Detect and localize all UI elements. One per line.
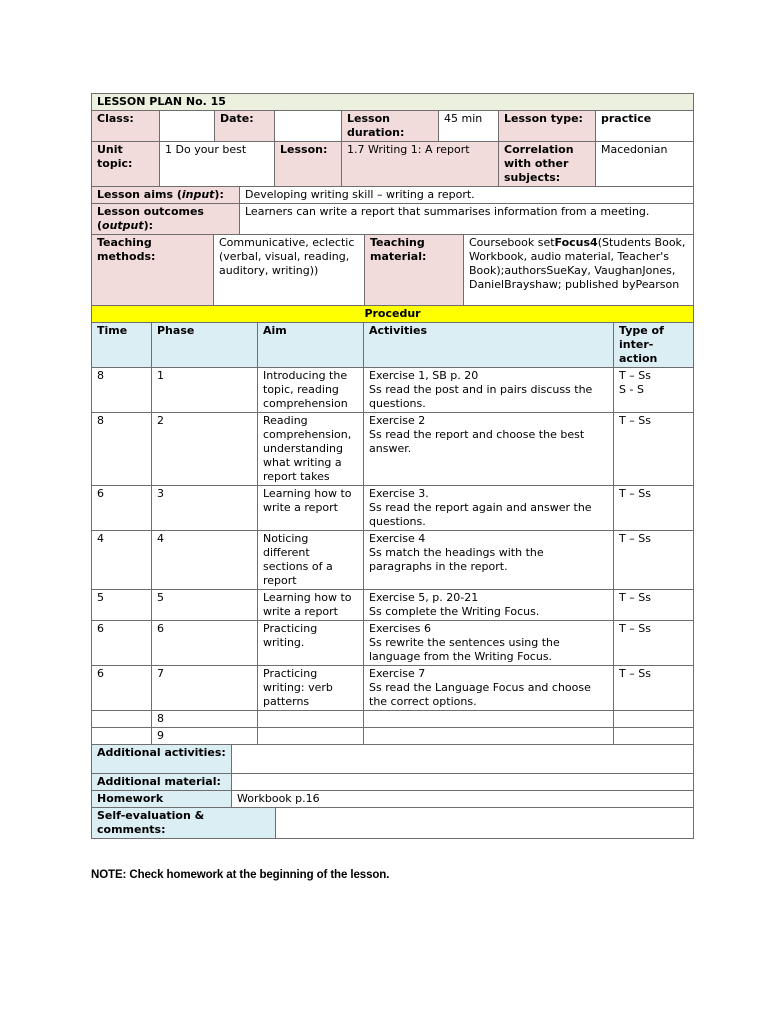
duration-label: Lesson duration: bbox=[342, 111, 439, 142]
interaction-type-cell bbox=[614, 666, 694, 711]
phase-cell: 7 bbox=[152, 666, 258, 711]
activity-description: Ss match the headings with the paragraphs in the report. bbox=[369, 546, 544, 573]
activity-description: Ss read the report again and answer the questions. bbox=[369, 501, 592, 528]
class-label: Class: bbox=[92, 111, 160, 142]
phase-cell: 2 bbox=[152, 413, 258, 486]
table-row bbox=[92, 531, 694, 590]
aim-cell: Reading comprehension, understanding what writing a report takes bbox=[258, 413, 364, 486]
activities-cell bbox=[364, 486, 614, 531]
activity-title: Exercise 7 bbox=[369, 667, 426, 680]
interaction-type: T – Ss bbox=[619, 414, 651, 427]
time-cell: 5 bbox=[92, 590, 152, 621]
aim-header: Aim bbox=[258, 323, 364, 368]
interaction-type: T – Ss bbox=[619, 622, 651, 635]
lesson-plan-title: LESSON PLAN No. 15 bbox=[92, 94, 694, 111]
table-row bbox=[92, 590, 694, 621]
interaction-type-cell bbox=[614, 711, 694, 728]
activity-title: Exercises 6 bbox=[369, 622, 431, 635]
interaction-type: T – Ss bbox=[619, 667, 651, 680]
aim-cell bbox=[258, 728, 364, 745]
lesson-aims-table bbox=[91, 186, 694, 235]
homework-note: NOTE: Check homework at the beginning of the lesson. bbox=[91, 869, 390, 881]
correlation-label: Correlation with other subjects: bbox=[499, 142, 596, 187]
interaction-type-cell bbox=[614, 486, 694, 531]
activity-title: Exercise 2 bbox=[369, 414, 426, 427]
interaction-type-cell bbox=[614, 531, 694, 590]
activity-title: Exercise 3. bbox=[369, 487, 429, 500]
aim-cell: Practicing writing: verb patterns bbox=[258, 666, 364, 711]
interaction-type-cell bbox=[614, 728, 694, 745]
lesson-outcomes-value: Learners can write a report that summarises information from a meeting. bbox=[240, 204, 694, 235]
table-row bbox=[92, 368, 694, 413]
teaching-material-value: Coursebook setFocus4(Students Book, Workbook, audio material, Teacher's Book);authorsSueKay, VaughanJones, DanielBrayshaw; published byPearson bbox=[464, 235, 694, 306]
time-cell: 6 bbox=[92, 486, 152, 531]
table-row bbox=[92, 728, 694, 745]
lesson-info-table bbox=[91, 93, 694, 187]
phase-cell: 6 bbox=[152, 621, 258, 666]
interaction-type-secondary: S - S bbox=[619, 383, 644, 396]
table-row bbox=[92, 711, 694, 728]
duration-value: 45 min bbox=[439, 111, 499, 142]
activity-title: Exercise 5, p. 20-21 bbox=[369, 591, 479, 604]
homework-label: Homework bbox=[92, 791, 232, 808]
phase-header: Phase bbox=[152, 323, 258, 368]
time-cell: 4 bbox=[92, 531, 152, 590]
lesson-type-label: Lesson type: bbox=[499, 111, 596, 142]
aim-cell: Practicing writing. bbox=[258, 621, 364, 666]
homework-value: Workbook p.16 bbox=[232, 791, 694, 808]
phase-cell: 3 bbox=[152, 486, 258, 531]
activity-title: Exercise 1, SB p. 20 bbox=[369, 369, 479, 382]
date-label: Date: bbox=[215, 111, 275, 142]
aim-cell: Noticing different sections of a report bbox=[258, 531, 364, 590]
time-cell: 8 bbox=[92, 413, 152, 486]
date-field[interactable] bbox=[275, 111, 342, 142]
teaching-methods-label: Teaching methods: bbox=[92, 235, 214, 306]
interaction-type: T – Ss bbox=[619, 532, 651, 545]
activities-header: Activities bbox=[364, 323, 614, 368]
time-cell bbox=[92, 728, 152, 745]
phase-cell: 4 bbox=[152, 531, 258, 590]
additional-material-field[interactable] bbox=[232, 774, 694, 791]
aim-cell: Learning how to write a report bbox=[258, 486, 364, 531]
activity-description: Ss rewrite the sentences using the language from the Writing Focus. bbox=[369, 636, 560, 663]
teaching-material-label: Teaching material: bbox=[365, 235, 464, 306]
interaction-type-cell bbox=[614, 413, 694, 486]
activity-description: Ss read the report and choose the best answer. bbox=[369, 428, 585, 455]
additional-info-table bbox=[91, 744, 694, 839]
teaching-methods-value: Communicative, eclectic (verbal, visual, reading, auditory, writing)) bbox=[214, 235, 365, 306]
time-cell bbox=[92, 711, 152, 728]
table-row bbox=[92, 621, 694, 666]
unit-topic-label: Unit topic: bbox=[92, 142, 160, 187]
table-row bbox=[92, 486, 694, 531]
unit-topic-value: 1 Do your best bbox=[160, 142, 275, 187]
lesson-aims-value: Developing writing skill – writing a report. bbox=[240, 187, 694, 204]
aim-cell: Introducing the topic, reading comprehension bbox=[258, 368, 364, 413]
interaction-type: T – Ss bbox=[619, 369, 651, 382]
activity-title: Exercise 4 bbox=[369, 532, 426, 545]
interaction-type-cell bbox=[614, 368, 694, 413]
aim-cell: Learning how to write a report bbox=[258, 590, 364, 621]
lesson-plan-document bbox=[91, 93, 693, 839]
phase-cell: 1 bbox=[152, 368, 258, 413]
procedure-title: Procedur bbox=[92, 306, 694, 323]
interaction-type-cell bbox=[614, 621, 694, 666]
interaction-type-cell bbox=[614, 590, 694, 621]
phase-cell: 8 bbox=[152, 711, 258, 728]
phase-cell: 5 bbox=[152, 590, 258, 621]
lesson-value: 1.7 Writing 1: A report bbox=[342, 142, 499, 187]
activity-description: Ss complete the Writing Focus. bbox=[369, 605, 540, 618]
time-cell: 6 bbox=[92, 666, 152, 711]
teaching-methods-table bbox=[91, 234, 694, 306]
time-header: Time bbox=[92, 323, 152, 368]
self-evaluation-label: Self-evaluation & comments: bbox=[92, 808, 276, 839]
additional-material-label: Additional material: bbox=[92, 774, 232, 791]
lesson-label: Lesson: bbox=[275, 142, 342, 187]
activities-cell bbox=[364, 728, 614, 745]
activities-cell bbox=[364, 621, 614, 666]
lesson-outcomes-label: Lesson outcomes (output): bbox=[92, 204, 240, 235]
interaction-type: T – Ss bbox=[619, 591, 651, 604]
self-evaluation-field[interactable] bbox=[276, 808, 694, 839]
activities-cell bbox=[364, 590, 614, 621]
phase-cell: 9 bbox=[152, 728, 258, 745]
interaction-type: T – Ss bbox=[619, 487, 651, 500]
activities-cell bbox=[364, 711, 614, 728]
lesson-aims-label: Lesson aims (input): bbox=[92, 187, 240, 204]
activities-cell bbox=[364, 531, 614, 590]
additional-activities-field[interactable] bbox=[232, 745, 694, 774]
time-cell: 6 bbox=[92, 621, 152, 666]
class-field[interactable] bbox=[160, 111, 215, 142]
activity-description: Ss read the Language Focus and choose the correct options. bbox=[369, 681, 591, 708]
activities-cell bbox=[364, 368, 614, 413]
activity-description: Ss read the post and in pairs discuss the questions. bbox=[369, 383, 593, 410]
table-row bbox=[92, 666, 694, 711]
activities-cell bbox=[364, 666, 614, 711]
procedure-table bbox=[91, 305, 694, 745]
aim-cell bbox=[258, 711, 364, 728]
table-row bbox=[92, 413, 694, 486]
correlation-value: Macedonian bbox=[596, 142, 694, 187]
additional-activities-label: Additional activities: bbox=[92, 745, 232, 774]
time-cell: 8 bbox=[92, 368, 152, 413]
lesson-type-value: practice bbox=[596, 111, 694, 142]
activities-cell bbox=[364, 413, 614, 486]
interaction-type-header: Type of inter-action bbox=[614, 323, 694, 368]
